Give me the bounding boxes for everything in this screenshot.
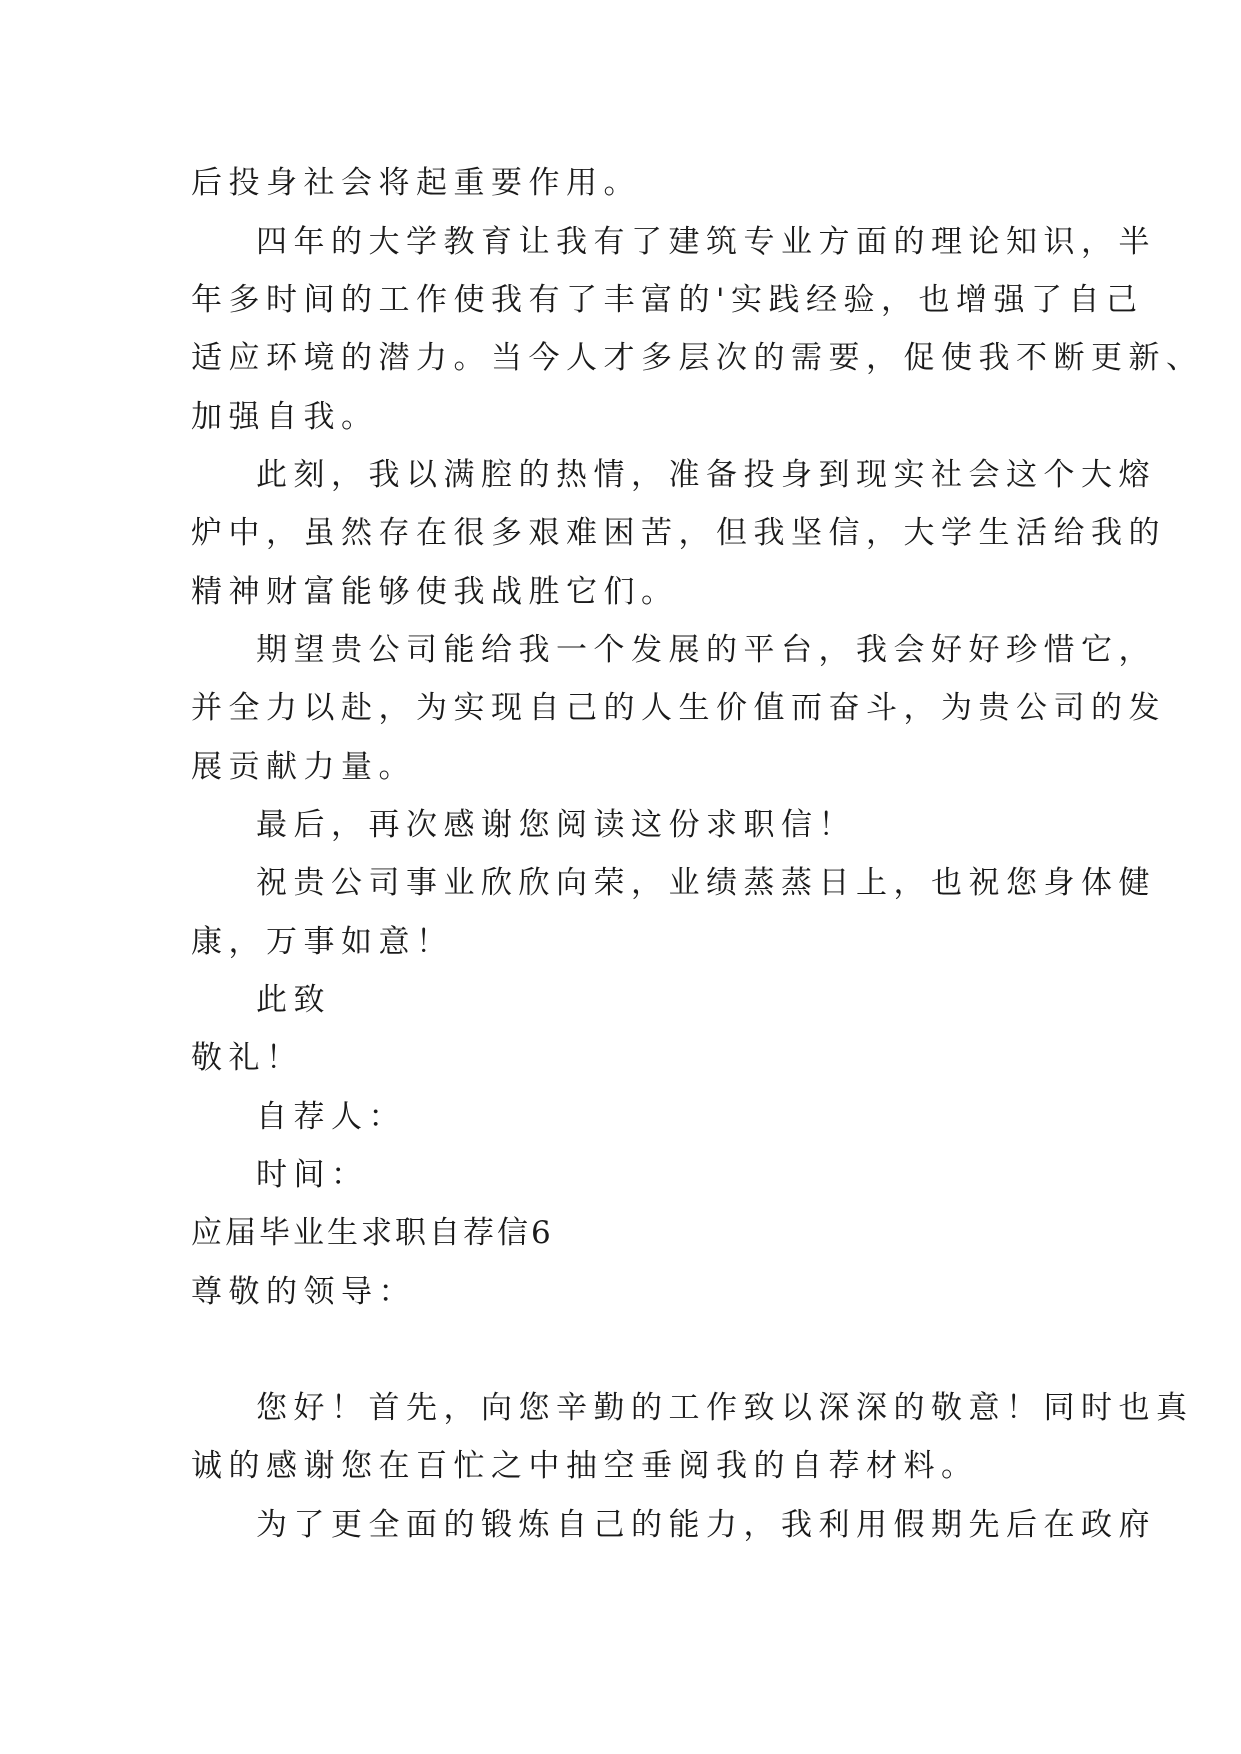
greeting-line: 尊敬的领导： — [191, 1274, 416, 1310]
body-text-line: 展贡献力量。 — [191, 749, 416, 785]
body-text-line: 精神财富能够使我战胜它们。 — [191, 574, 679, 610]
paragraph-start-line: 祝贵公司事业欣欣向荣，业绩蒸蒸日上，也祝您身体健 — [256, 865, 1156, 901]
body-text-line: 康，万事如意！ — [191, 924, 454, 960]
paragraph-start-line: 此刻，我以满腔的热情，准备投身到现实社会这个大熔 — [256, 457, 1156, 493]
date-line: 时间： — [256, 1157, 369, 1193]
paragraph-start-line: 期望贵公司能给我一个发展的平台，我会好好珍惜它， — [256, 632, 1156, 668]
body-text-line: 适应环境的潜力。当今人才多层次的需要，促使我不断更新、 — [191, 340, 1204, 376]
body-text-line: 炉中，虽然存在很多艰难困苦，但我坚信，大学生活给我的 — [191, 515, 1166, 551]
section-title: 应届毕业生求职自荐信6 — [191, 1215, 554, 1251]
body-text-line: 后投身社会将起重要作用。 — [191, 165, 641, 201]
paragraph-start-line: 您好！首先，向您辛勤的工作致以深深的敬意！同时也真 — [256, 1390, 1194, 1426]
paragraph-start-line: 为了更全面的锻炼自己的能力，我利用假期先后在政府 — [256, 1507, 1156, 1543]
body-text-line: 年多时间的工作使我有了丰富的'实践经验，也增强了自己 — [191, 282, 1144, 318]
body-text-line: 诚的感谢您在百忙之中抽空垂阅我的自荐材料。 — [191, 1448, 979, 1484]
body-text-line: 并全力以赴，为实现自己的人生价值而奋斗，为贵公司的发 — [191, 690, 1166, 726]
salutation-line: 敬礼！ — [191, 1040, 304, 1076]
paragraph-start-line: 最后，再次感谢您阅读这份求职信！ — [256, 807, 856, 843]
paragraph-start-line: 四年的大学教育让我有了建筑专业方面的理论知识，半 — [256, 224, 1156, 260]
closing-line: 此致 — [256, 982, 331, 1018]
body-text-line: 加强自我。 — [191, 399, 379, 435]
signature-line: 自荐人： — [256, 1099, 406, 1135]
